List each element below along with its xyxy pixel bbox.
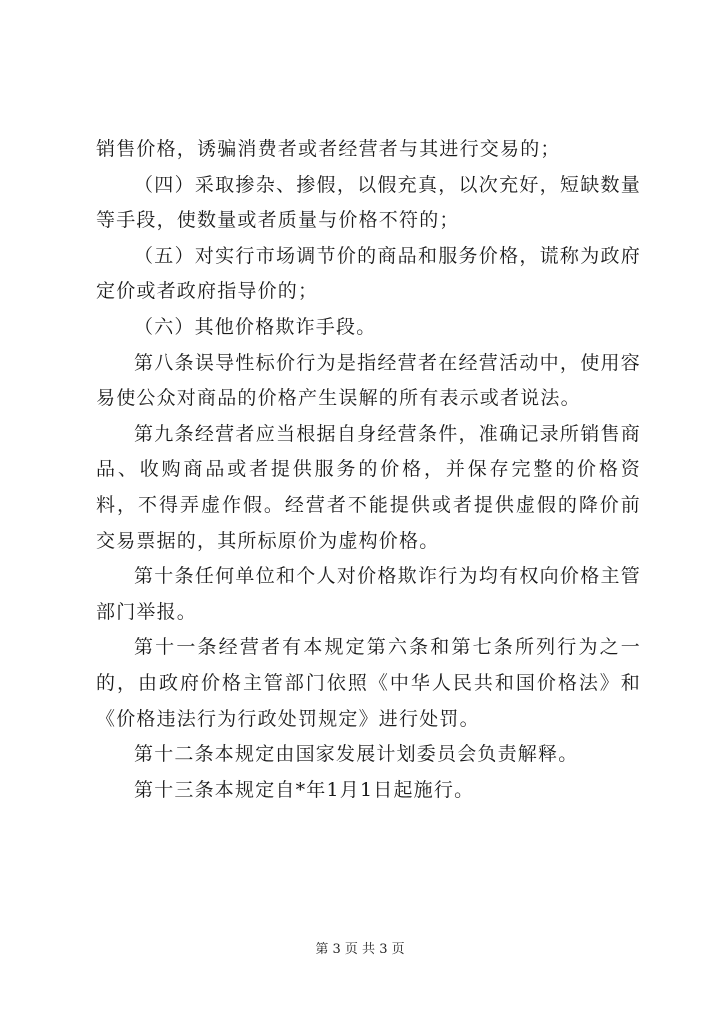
paragraph-article-8: 第八条误导性标价行为是指经营者在经营活动中，使用容易使公众对商品的价格产生误解的所有表示或者说法。 <box>96 351 641 410</box>
paragraph-article-9: 第九条经营者应当根据自身经营条件，准确记录所销售商品、收购商品或者提供服务的价格，并保存完整的价格资料，不得弄虚作假。经营者不能提供或者提供虚假的降价前交易票据的，其所标原价为虚构价格。 <box>96 422 641 552</box>
paragraph-item-5: （五）对实行市场调节价的商品和服务价格，谎称为政府定价或者政府指导价的； <box>96 244 641 303</box>
paragraph-item-6: （六）其他价格欺诈手段。 <box>134 315 377 338</box>
paragraph-article-10: 第十条任何单位和个人对价格欺诈行为均有权向价格主管部门举报。 <box>96 565 641 623</box>
paragraph-continuation: 销售价格，诱骗消费者或者经营者与其进行交易的； <box>96 138 561 160</box>
paragraph-article-13: 第十三条本规定自*年1月1日起施行。 <box>134 778 475 801</box>
paragraph-item-4: （四）采取掺杂、掺假，以假充真，以次充好，短缺数量等手段，使数量或者质量与价格不符的； <box>96 173 641 232</box>
document-body <box>96 132 641 808</box>
page-footer: 第 3 页 共 3 页 <box>315 942 405 957</box>
paragraph-article-12: 第十二条本规定由国家发展计划委员会负责解释。 <box>134 743 579 766</box>
paragraph-article-11: 第十一条经营者有本规定第六条和第七条所列行为之一的，由政府价格主管部门依照《中华人民共和国价格法》和《价格违法行为行政处罚规定》进行处罚。 <box>96 636 641 730</box>
